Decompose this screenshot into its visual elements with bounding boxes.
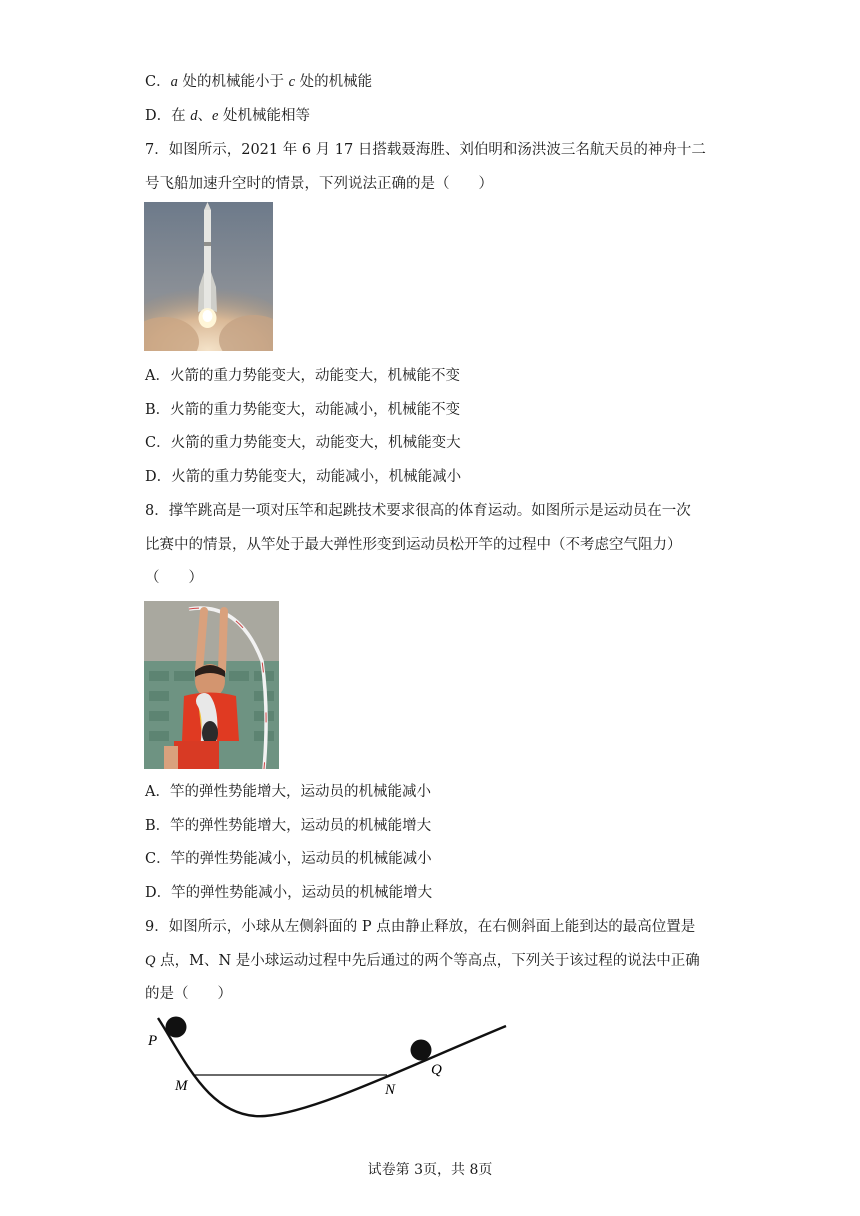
ball-at-p [166, 1017, 187, 1038]
pole-vault-photo [144, 601, 279, 769]
q7-stem-line1: 7．如图所示，2021 年 6 月 17 日搭载聂海胜、刘伯明和汤洪波三名航天员的神舟十二 [145, 142, 706, 158]
label-n: N [385, 1082, 396, 1098]
label-q: Q [431, 1062, 442, 1078]
q6-option-d: D．在 d、e 处机械能相等 [145, 108, 311, 124]
ball-at-q [411, 1040, 432, 1061]
q8-stem-line1: 8．撑竿跳高是一项对压竿和起跳技术要求很高的体育运动。如图所示是运动员在一次 [145, 503, 691, 519]
page-footer: 试卷第 3页，共 8页 [367, 1162, 493, 1178]
q7-option-a: A．火箭的重力势能变大，动能变大，机械能不变 [145, 368, 460, 384]
q8-stem-line3: （ ） [145, 570, 203, 586]
q9-stem-line3: 的是（ ） [145, 986, 232, 1002]
rocket-launch-photo [144, 202, 273, 351]
q6-option-c: C．a 处的机械能小于 c 处的机械能 [145, 74, 373, 90]
ball-track-diagram [140, 1010, 520, 1130]
q8-option-d: D．竿的弹性势能减小，运动员的机械能增大 [145, 885, 433, 901]
q7-option-b: B．火箭的重力势能变大，动能减小，机械能不变 [145, 402, 461, 418]
label-m: M [175, 1078, 188, 1094]
q8-option-b: B．竿的弹性势能增大，运动员的机械能增大 [145, 818, 432, 834]
q9-stem-line1: 9．如图所示，小球从左侧斜面的 P 点由静止释放，在右侧斜面上能到达的最高位置是 [145, 919, 696, 935]
q8-stem-line2: 比赛中的情景，从竿处于最大弹性形变到运动员松开竿的过程中（不考虑空气阻力） [145, 537, 682, 553]
q7-option-d: D．火箭的重力势能变大，动能减小，机械能减小 [145, 469, 462, 485]
track-curve [158, 1018, 506, 1116]
label-p: P [148, 1033, 158, 1049]
q9-stem-line2: Q 点，M、N 是小球运动过程中先后通过的两个等高点，下列关于该过程的说法中正确 [145, 953, 700, 969]
q7-option-c: C．火箭的重力势能变大，动能变大，机械能变大 [145, 435, 461, 451]
q7-stem-line2: 号飞船加速升空时的情景，下列说法正确的是（ ） [145, 176, 493, 192]
q8-option-c: C．竿的弹性势能减小，运动员的机械能减小 [145, 851, 432, 867]
q8-option-a: A．竿的弹性势能增大，运动员的机械能减小 [145, 784, 431, 800]
